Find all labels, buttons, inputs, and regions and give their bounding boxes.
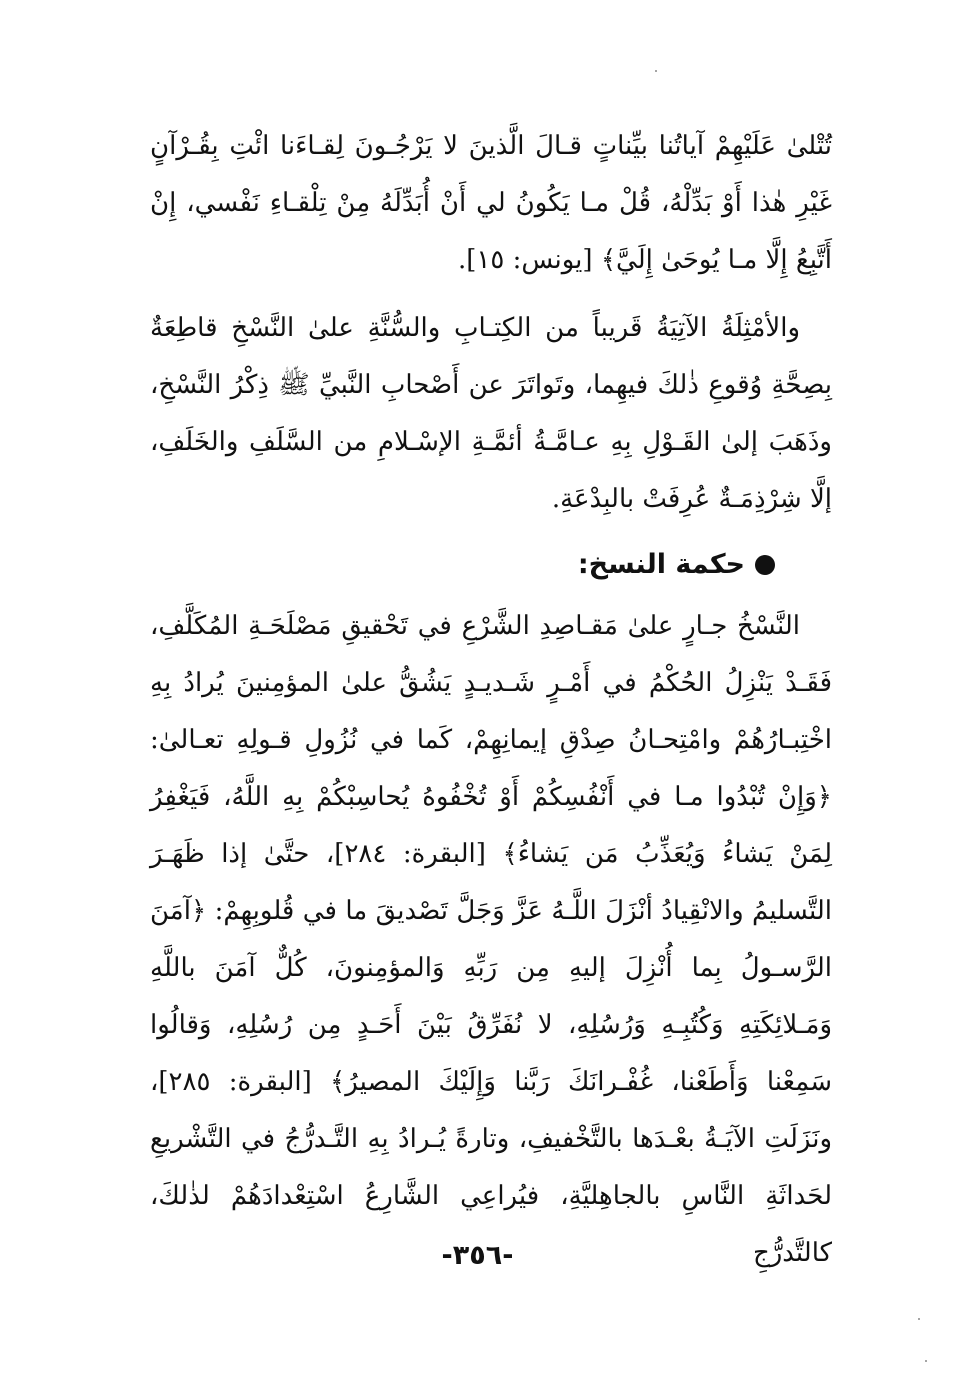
section-heading-title: حكمة النسخ:: [577, 549, 745, 580]
scan-speck: [655, 70, 657, 72]
examples-paragraph: والأمْثِلَةُ الآتِيَةُ قَريباً من الكِتـابِ والسُّنَّةِ علىٰ النَّسْخِ قاطِعَةٌ بِصِحَّةِ وُقوعِ ذٰلكَ فيهِما، وتَواتَرَ عن أَصْحابِ النَّبيِّ ﷺ ذِكْرُ النَّسْخِ، وذَهَبَ إلىٰ القَـوْلِ بِهِ عـامَّـةُ أئمَّـةِ الإسْـلامِ من السَّلَفِ والخَلَفِ، إلَّا شِرْذِمَـةٌ عُرِفَتْ بالبِدْعَةِ.: [150, 313, 832, 514]
scan-speck: [925, 1360, 927, 1362]
section-heading: [578, 540, 775, 590]
examples-block: [150, 300, 832, 528]
wisdom-block: [150, 598, 832, 1282]
wisdom-paragraph: النَّسْخُ جـارٍ علىٰ مَقـاصِدِ الشَّرْعِ في تَحْقيقِ مَصْلَحَـةِ المُكَلَّفِ، فَقَـدْ يَنْزِلُ الحُكْمُ في أَمْـرٍ شَـديـدٍ يَشُقُّ علىٰ المؤمِنينَ يُرادُ بِهِ اخْتِبـارُهُمْ وامْتِحـانُ صِدْقِ إيمانِهِمْ، كَما في نُزُولِ قـولِهِ تعـالىٰ: ﴿وَإِنْ تُبْدُوا مـا في أَنْفُسِكُمْ أَوْ تُخْفُوهُ يُحاسِبْكُمْ بِهِ اللَّهُ، فَيَغْفِرُ لِمَنْ يَشاءُ وَيُعَذِّبُ مَن يَشاءُ﴾ [البقرة: ٢٨٤]، حتَّىٰ إذا ظَهَـرَ التَّسليمُ والانْقِيادُ أنْزَلَ اللَّـهُ عَزَّ وَجَلَّ تَصْديقَ ما في قُلوبِهِمْ: ﴿آمَنَ الرَّسـولُ بِما أُنْزِلَ إليهِ مِن رَبِّهِ وَالمؤمِنونَ، كُلٌّ آمَنَ باللَّهِ وَمَـلائِكَتِهِ وَكُتُبِـهِ وَرُسُلِهِ، لا نُفَرِّقُ بَيْنَ أَحَـدٍ مِن رُسُلِهِ، وَقالُوا سَمِعْنا وَأَطَعْنا، غُفْـرانَكَ رَبَّنا وَإِلَيْكَ المصيرُ﴾ [البقرة: ٢٨٥]، ونَزَلَتِ الآيَـةُ بعْـدَها بالتَّخْفيفِ، وتارةً يُـرادُ بِهِ التَّـدرُّجُ في التَّشْريعِ لحَداثَةِ النَّاسِ بالجاهِليَّةِ، فيُراعِي الشَّارِعُ اسْتِعْدادَهُمْ لذٰلكَ، كالتَّدرُّجِ: [150, 611, 832, 1268]
scan-speck: [918, 1318, 920, 1320]
quran-continuation-paragraph: تُتْلىٰ عَلَيْهِمْ آياتُنا بيِّناتٍ قـالَ الَّذينَ لا يَرْجُـونَ لِقـاءَنا ائْتِ بِقُـرْآنٍ غَيْرِ هٰذا أَوْ بَدِّلْهُ، قُلْ مـا يَكُونُ لي أَنْ أُبَدِّلَهُ مِنْ تِلْقـاءِ نَفْسي، إِنْ أَتَّبِعُ إِلَّا مـا يُوحَىٰ إِلَيَّ﴾ [يونس: ١٥].: [150, 131, 832, 275]
bullet-icon: [755, 555, 775, 575]
page-number: -٣٥٦-: [441, 1240, 514, 1271]
quran-continuation-block: [150, 118, 832, 289]
